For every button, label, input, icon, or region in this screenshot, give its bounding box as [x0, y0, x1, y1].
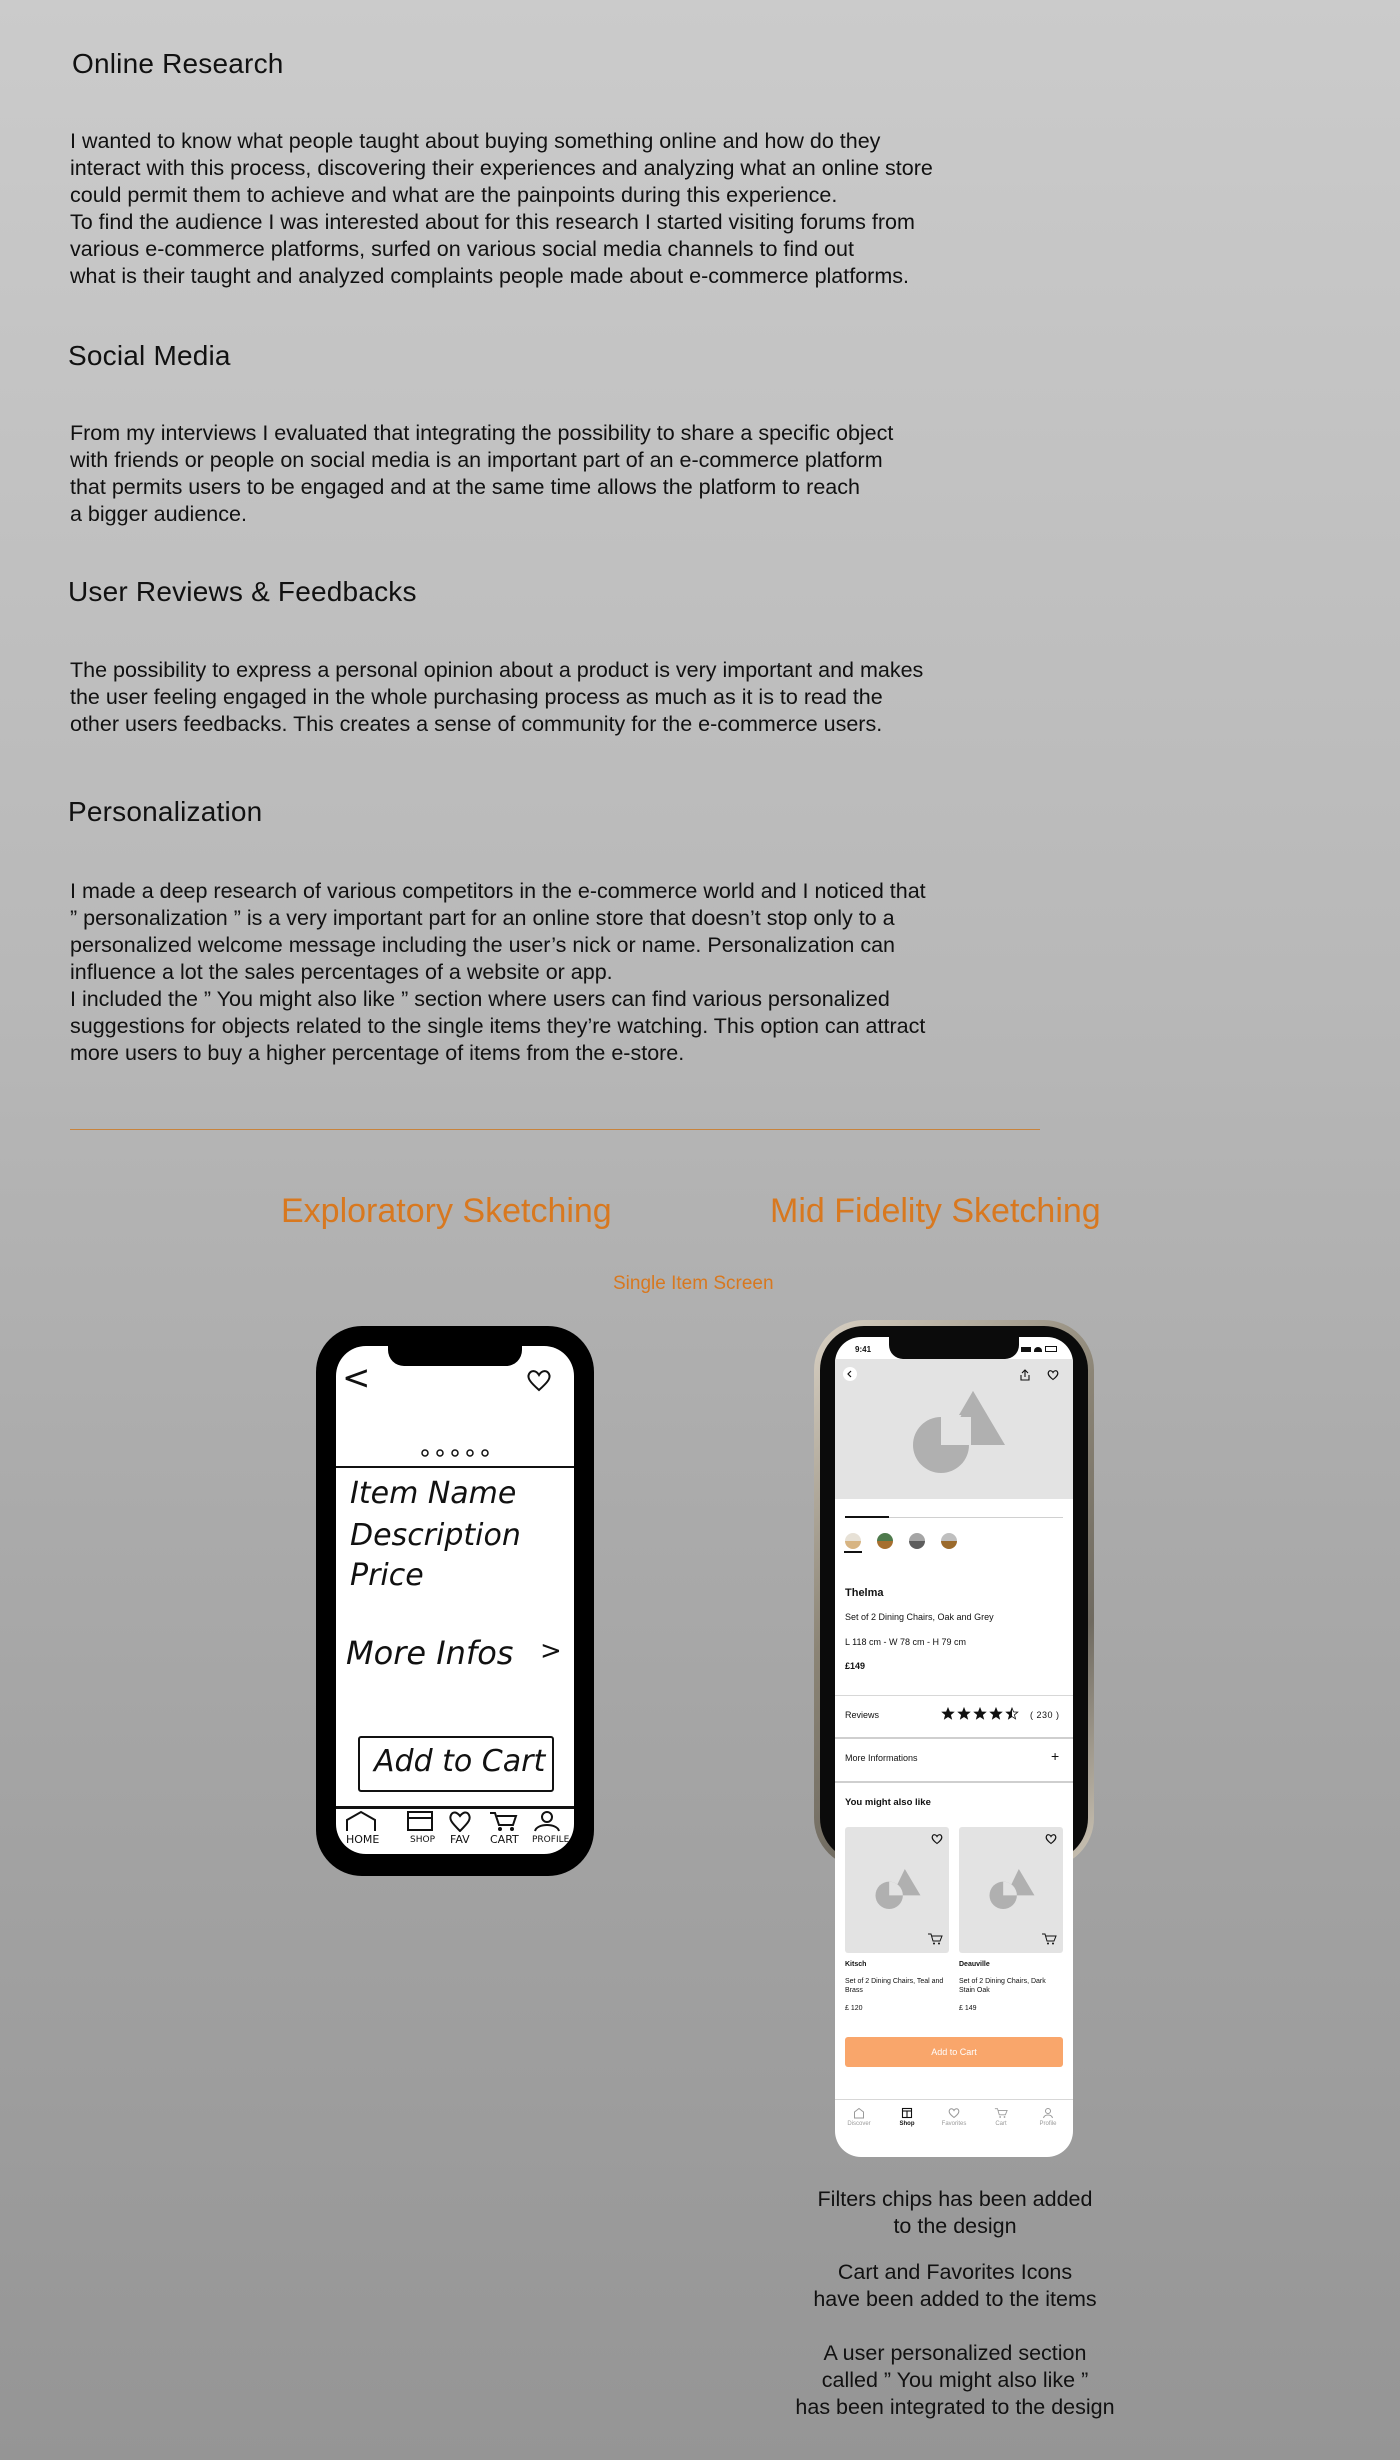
- star-icon: [990, 1708, 1001, 1719]
- color-swatch-green[interactable]: [877, 1533, 893, 1549]
- heart-icon[interactable]: [526, 1368, 552, 1392]
- suggestion-name: Deauville: [959, 1961, 990, 1968]
- color-swatch-grey[interactable]: [909, 1533, 925, 1549]
- profile-icon[interactable]: [532, 1810, 562, 1832]
- tab-label: Profile: [1039, 2121, 1057, 2127]
- divider: [835, 1695, 1073, 1696]
- star-icon: [942, 1708, 953, 1719]
- placeholder-shapes-icon: [986, 1867, 1036, 1911]
- suggestion-price: £ 120: [845, 2005, 863, 2012]
- single-item-screen-label: Single Item Screen: [613, 1273, 774, 1294]
- home-icon[interactable]: [344, 1810, 378, 1832]
- tab-profile[interactable]: [1028, 2105, 1068, 2135]
- section-body-social-media: From my interviews I evaluated that integrating the possibility to share a specific object with friends or people on social media is an important part of an e-commerce platform that permits users to be engaged and at the same time allows the platform to reach a bigger audience.: [70, 421, 894, 526]
- tab-bar-divider: [336, 1806, 574, 1809]
- product-image: [835, 1359, 1073, 1499]
- cart-icon[interactable]: [488, 1810, 518, 1832]
- more-infos-chevron-icon[interactable]: >: [540, 1636, 562, 1666]
- nav-label-fav: FAV: [450, 1833, 470, 1846]
- hand-sketch-phone: [316, 1326, 594, 1876]
- design-note-filters: Filters chips has been added to the design: [817, 2187, 1093, 2238]
- favorite-heart-icon[interactable]: [1047, 1369, 1059, 1381]
- divider: [835, 1737, 1073, 1739]
- tab-favorites[interactable]: [934, 2105, 974, 2135]
- suggestion-name: Kitsch: [845, 1961, 867, 1968]
- suggestion-description: Set of 2 Dining Chairs, Dark Stain Oak: [959, 1978, 1046, 1994]
- midfi-phone-screen: [835, 1337, 1073, 2157]
- exploratory-sketching-title: Exploratory Sketching: [281, 1192, 612, 1230]
- color-swatch-brown[interactable]: [941, 1533, 957, 1549]
- favorites-icon[interactable]: [448, 1810, 472, 1832]
- tab-shop[interactable]: [887, 2105, 927, 2135]
- section-heading-personalization: Personalization: [68, 796, 263, 827]
- tab-discover[interactable]: [839, 2105, 879, 2135]
- section-heading-social-media: Social Media: [68, 340, 231, 371]
- suggestion-price: £ 149: [959, 2005, 977, 2012]
- item-name-label: Item Name: [350, 1476, 517, 1511]
- nav-label-shop: SHOP: [410, 1835, 435, 1845]
- chevron-left-icon: [846, 1370, 854, 1378]
- section-body-online-research: I wanted to know what people taught about buying something online and how do they interact with this process, discovering their experiences and analyzing what an online store could permit them to achieve and what are the painpoints during this experience. To find the audience I was interested about for this research I started visiting forums from various e-commerce platforms, surfed on various social media channels to find out what is their taught and analyzed complaints people made about e-commerce platforms.: [70, 129, 933, 288]
- tab-label: Discover: [847, 2121, 871, 2127]
- product-description: Set of 2 Dining Chairs, Oak and Grey: [845, 1612, 994, 1622]
- cart-icon: [994, 2107, 1008, 2119]
- product-dimensions: L 118 cm - W 78 cm - H 79 cm: [845, 1637, 967, 1647]
- suggestion-card-image[interactable]: [845, 1827, 949, 1953]
- star-icon: [958, 1708, 969, 1719]
- heart-icon: [948, 2107, 960, 2119]
- tab-label: Favorites: [941, 2121, 967, 2127]
- status-icons: [1021, 1346, 1057, 1352]
- section-body-user-reviews: The possibility to express a personal opinion about a product is very important and makes the user feeling engaged in the whole purchasing process as much as it is to read the other users feedbacks. This creates a sense of community for the e-commerce users.: [70, 658, 924, 736]
- expand-plus-icon[interactable]: +: [1051, 1748, 1060, 1764]
- tab-label: Cart: [995, 2121, 1007, 2127]
- nav-label-home: HOME: [346, 1833, 380, 1846]
- add-to-cart-icon[interactable]: [927, 1933, 943, 1945]
- swatch-selected-indicator: [844, 1551, 862, 1553]
- product-price: £149: [845, 1661, 866, 1671]
- more-informations-label[interactable]: More Informations: [845, 1753, 918, 1763]
- add-to-cart-button[interactable]: Add to Cart: [845, 2037, 1063, 2067]
- suggestion-card-image[interactable]: [959, 1827, 1063, 1953]
- section-heading-user-reviews: User Reviews & Feedbacks: [68, 576, 417, 607]
- product-name: Thelma: [845, 1587, 884, 1599]
- profile-icon: [1042, 2107, 1054, 2119]
- favorite-heart-icon[interactable]: [1045, 1833, 1057, 1845]
- carousel-dots-icon: [420, 1448, 500, 1458]
- color-swatch-oak[interactable]: [845, 1533, 861, 1549]
- divider: [835, 1781, 1073, 1783]
- description-label: Description: [350, 1518, 521, 1553]
- you-might-also-like-title: You might also like: [845, 1797, 931, 1808]
- tab-cart[interactable]: [981, 2105, 1021, 2135]
- hand-sketch-screen: [336, 1346, 574, 1854]
- back-button[interactable]: [843, 1367, 857, 1381]
- phone-notch: [388, 1346, 522, 1366]
- share-icon[interactable]: [1019, 1369, 1031, 1381]
- status-time: 9:41: [855, 1345, 872, 1354]
- back-arrow-icon[interactable]: <: [342, 1358, 371, 1398]
- reviews-label[interactable]: Reviews: [845, 1710, 880, 1720]
- nav-label-cart: CART: [490, 1833, 519, 1846]
- design-note-icons: Cart and Favorites Icons have been added to the items: [813, 2260, 1097, 2311]
- add-to-cart-label: Add to Cart: [374, 1744, 546, 1779]
- section-divider: [70, 1129, 1040, 1130]
- design-note-personalized: A user personalized section called ” You might also like ” has been integrated to the design: [795, 2341, 1115, 2419]
- placeholder-shapes-icon: [907, 1387, 1007, 1477]
- add-to-cart-icon[interactable]: [1041, 1933, 1057, 1945]
- section-heading-online-research: Online Research: [72, 48, 284, 79]
- nav-label-profile: PROFILE: [532, 1835, 570, 1845]
- favorite-heart-icon[interactable]: [931, 1833, 943, 1845]
- tab-bar-divider: [835, 2099, 1073, 2100]
- placeholder-shapes-icon: [872, 1867, 922, 1911]
- shop-icon: [901, 2107, 913, 2119]
- more-infos-label[interactable]: More Infos: [346, 1634, 514, 1672]
- star-icon: [1006, 1708, 1017, 1719]
- image-pager-indicator: [845, 1516, 889, 1518]
- rating-stars: [941, 1707, 1023, 1721]
- section-body-personalization: I made a deep research of various competitors in the e-commerce world and I noticed that ” personalization ” is a very important part for an online store that doesn’t stop only to a personalized welcome message including the user’s nick or name. Personalization can influence a lot the sales percentages of a website or app. I included the ” You might also like ” section where users can find various personalized suggestions for objects related to the single items they’re watching. This option can attract more users to buy a higher percentage of items from the e-store.: [70, 879, 926, 1065]
- phone-notch: [889, 1337, 1019, 1359]
- image-divider: [336, 1466, 574, 1468]
- shop-icon[interactable]: [406, 1810, 434, 1832]
- midfi-sketching-title: Mid Fidelity Sketching: [770, 1192, 1101, 1230]
- tab-label: Shop: [899, 2121, 915, 2127]
- reviews-count: ( 230 ): [1030, 1710, 1060, 1720]
- home-icon: [853, 2107, 865, 2119]
- suggestion-description: Set of 2 Dining Chairs, Teal and Brass: [845, 1978, 944, 1994]
- price-label: Price: [350, 1558, 424, 1593]
- star-icon: [974, 1708, 985, 1719]
- add-to-cart-button[interactable]: [358, 1736, 554, 1792]
